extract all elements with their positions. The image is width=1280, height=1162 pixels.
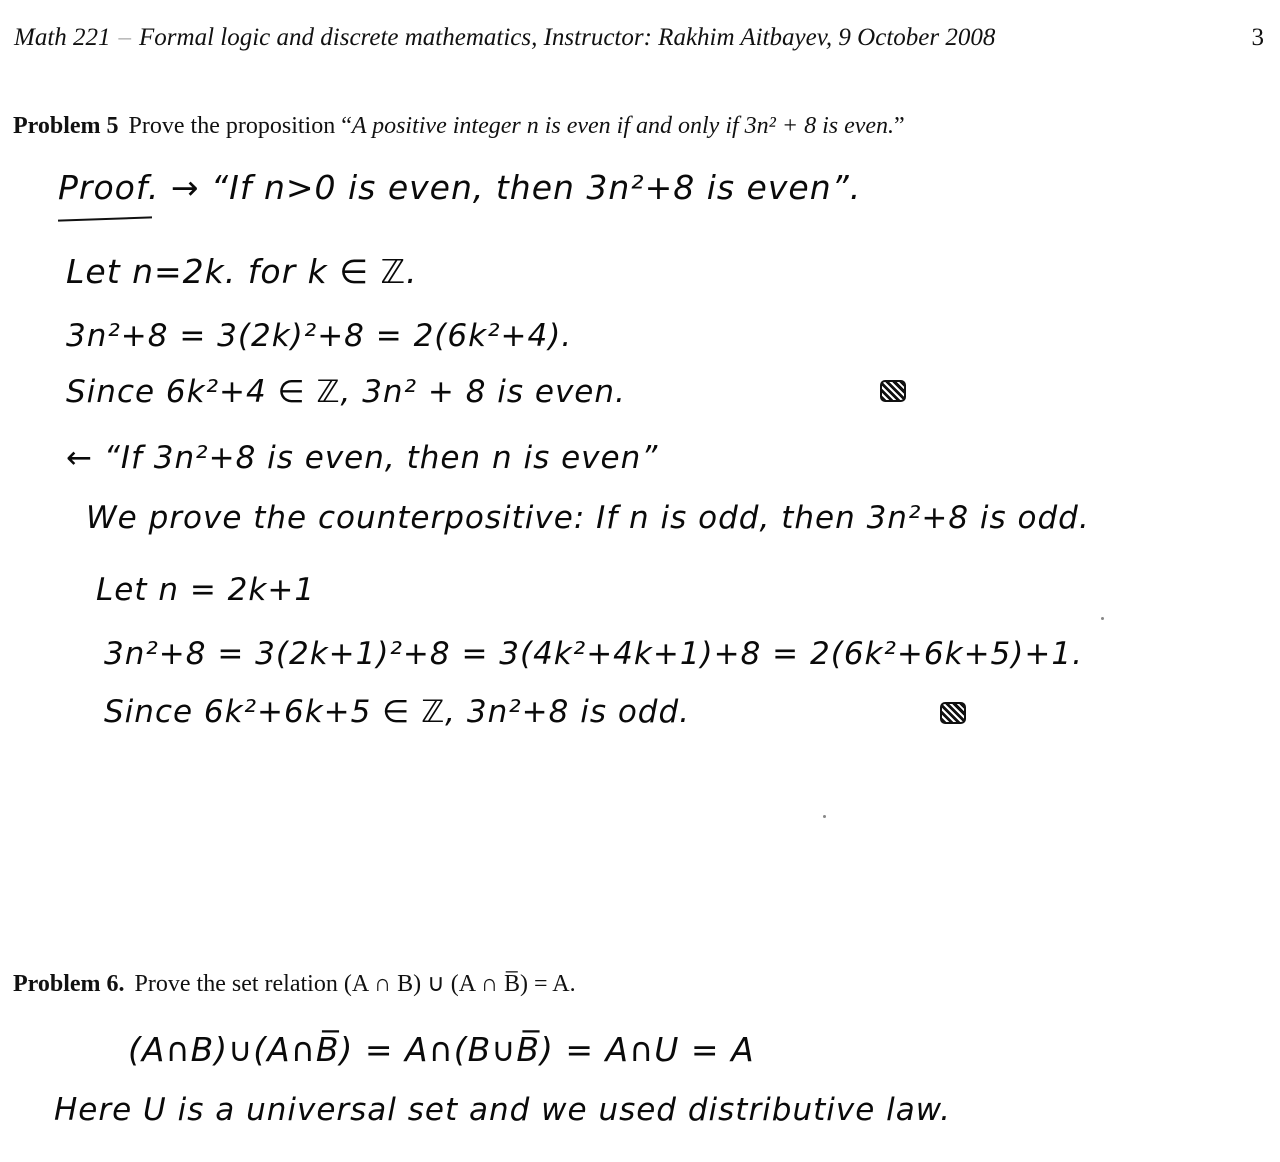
- problem-6-label: Problem 6.: [13, 971, 125, 997]
- problem-5-closing: ”: [894, 113, 905, 139]
- problem-6-heading: [13, 969, 576, 998]
- proof-line-8: 3n²+8 = 3(2k+1)²+8 = 3(4k²+4k+1)+8 = 2(6k²+6k+5)+1.: [104, 636, 1083, 672]
- speck: [1101, 617, 1104, 620]
- qed-mark-1: [880, 380, 906, 402]
- proof-line-7: Let n = 2k+1: [96, 572, 316, 608]
- problem-6-prompt: Prove the set relation (A ∩ B) ∪ (A ∩ B̅) = A.: [134, 971, 576, 997]
- proof-line-9: Since 6k²+6k+5 ∈ ℤ, 3n²+8 is odd.: [104, 694, 691, 730]
- proof-line-3: 3n²+8 = 3(2k)²+8 = 2(6k²+4).: [66, 318, 573, 354]
- proof-underline: [58, 216, 152, 221]
- set-proof-line-2: Here U is a universal set and we used distributive law.: [54, 1092, 951, 1128]
- proof-line-6: We prove the counterpositive: If n is odd, then 3n²+8 is odd.: [86, 500, 1090, 536]
- course-code: Math 221: [14, 24, 111, 51]
- proof-line-5: ← “If 3n²+8 is even, then n is even”: [66, 440, 659, 476]
- set-proof-line-1: (A∩B)∪(A∩B̅) = A∩(B∪B̅) = A∩U = A: [128, 1030, 755, 1069]
- proof-line-4: Since 6k²+4 ∈ ℤ, 3n² + 8 is even.: [66, 374, 626, 410]
- proof-line-1: Proof. → “If n>0 is even, then 3n²+8 is even”.: [58, 168, 862, 207]
- problem-5-statement: A positive integer n is even if and only if 3n² + 8 is even.: [351, 113, 895, 139]
- proof-line-2: Let n=2k. for k ∈ ℤ.: [66, 252, 418, 291]
- page-number: 3: [1251, 24, 1264, 51]
- problem-5-heading: [13, 113, 905, 140]
- page-header: [14, 24, 1266, 52]
- problem-5-prompt: Prove the proposition “: [128, 113, 352, 139]
- header-title: Formal logic and discrete mathematics, Instructor: Rakhim Aitbayev, 9 October 2008: [139, 24, 996, 51]
- qed-mark-2: [940, 702, 966, 724]
- speck: [823, 815, 826, 818]
- header-dash: –: [118, 24, 132, 51]
- problem-5-label: Problem 5: [13, 113, 119, 139]
